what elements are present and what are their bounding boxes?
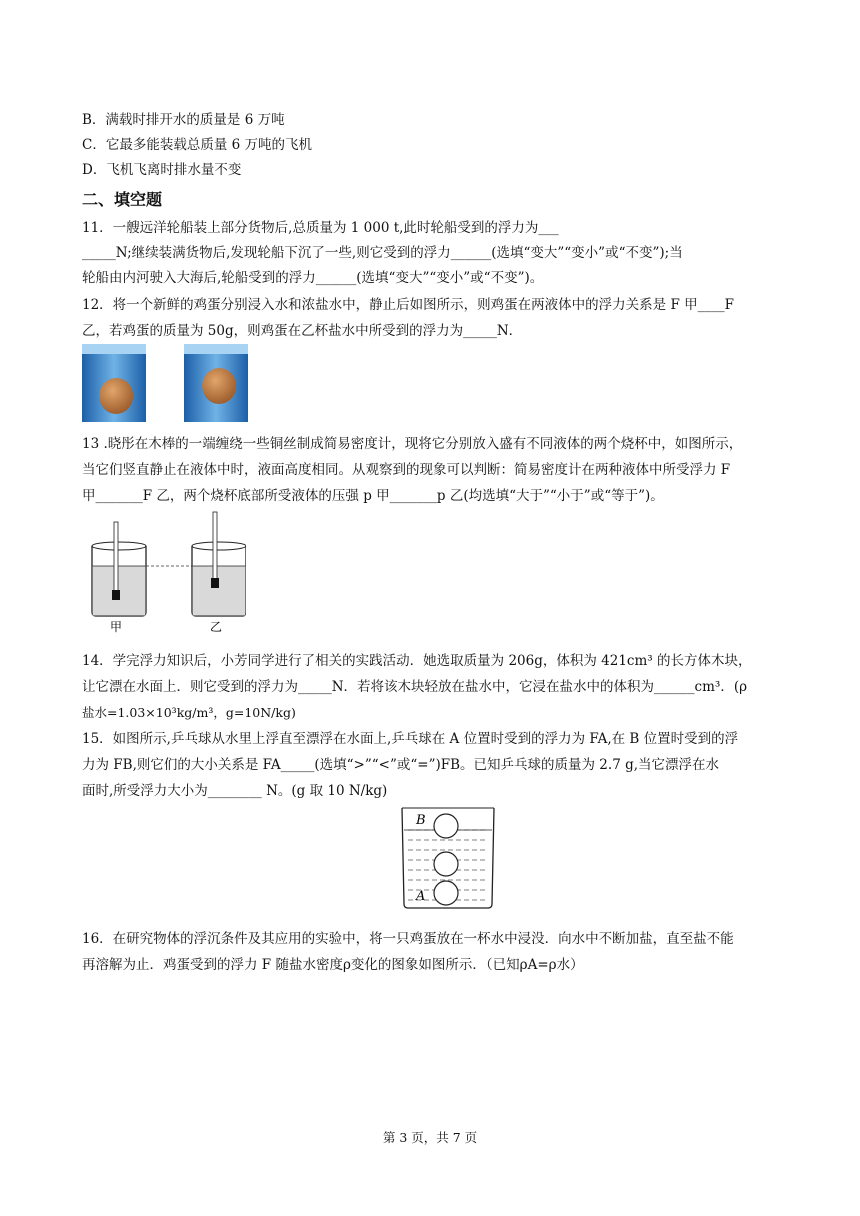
option-b: B．满载时排开水的质量是 6 万吨	[82, 112, 285, 128]
q14-line2: 让它漂在水面上．则它受到的浮力为_____N．若将该木块轻放在盐水中，它浸在盐水中的体积为______cm³．(ρ	[82, 679, 748, 695]
q11-line1: 11．一艘远洋轮船装上部分货物后,总质量为 1 000 t,此时轮船受到的浮力为___	[82, 220, 559, 236]
page-footer: 第 3 页，共 7 页	[382, 1130, 478, 1145]
q15-line3: 面时,所受浮力大小为________ N。(g 取 10 N/kg)	[82, 783, 388, 799]
ball-position-a	[434, 881, 458, 905]
q13-line3: 甲_______F 乙，两个烧杯底部所受液体的压强 p 甲_______p 乙(均选填“大于”“小于”或“等于”)。	[82, 488, 664, 504]
ball-middle	[434, 852, 458, 876]
q16-line2: 再溶解为止．鸡蛋受到的浮力 F 随盐水密度ρ变化的图象如图所示．（已知ρA=ρ水）	[82, 957, 584, 973]
egg-floating	[202, 368, 236, 404]
q15-line2: 力为 FB,则它们的大小关系是 FA_____(选填“>”“<”或“=”)FB。已知乒乓球的质量为 2.7 g,当它漂浮在水	[82, 757, 720, 773]
q16-line1: 16．在研究物体的浮沉条件及其应用的实验中，将一只鸡蛋放在一杯水中浸没．向水中不断加盐，直至盐不能	[82, 931, 734, 947]
q14-line1: 14．学完浮力知识后，小芳同学进行了相关的实践活动．她选取质量为 206g，体积为 421cm³ 的长方体木块，	[82, 653, 752, 669]
q11-line3: 轮船由内河驶入大海后,轮船受到的浮力______(选填“变大”“变小”或“不变”)。	[82, 270, 544, 286]
hydrometer-figure	[86, 508, 246, 636]
q13-line1: 13 .晓彤在木棒的一端缠绕一些铜丝制成简易密度计，现将它分别放入盛有不同液体的两个烧杯中，如图所示，	[82, 436, 743, 452]
option-c: C．它最多能装载总质量 6 万吨的飞机	[82, 137, 313, 153]
ball-position-b	[434, 814, 458, 838]
section-title: 二、填空题	[82, 190, 163, 209]
option-d: D．飞机飞离时排水量不变	[82, 162, 242, 178]
q14-line3: 盐水=1.03×10³kg/m³，g=10N/kg)	[82, 705, 296, 720]
label-a: A	[416, 889, 426, 904]
pingpong-figure	[400, 804, 500, 910]
hydrometer-stick-jia	[114, 522, 118, 594]
label-b: B	[416, 813, 426, 828]
q11-line2: _____N;继续装满货物后,发现轮船下沉了一些,则它受到的浮力______(选填“变大”“变小”或“不变”);当	[82, 245, 683, 261]
q12-line1: 12．将一个新鲜的鸡蛋分别浸入水和浓盐水中，静止后如图所示，则鸡蛋在两液体中的浮力关系是 F 甲____F	[82, 297, 734, 313]
egg-sunk	[99, 378, 133, 414]
q13-line2: 当它们竖直静止在液体中时，液面高度相同。从观察到的现象可以判断：简易密度计在两种液体中所受浮力 F	[82, 462, 731, 478]
hydrometer-stick-yi	[213, 512, 217, 580]
egg-beakers-figure	[82, 344, 248, 422]
q12-line2: 乙，若鸡蛋的质量为 50g，则鸡蛋在乙杯盐水中所受到的浮力为_____N．	[82, 323, 523, 339]
q15-line1: 15．如图所示,乒乓球从水里上浮直至漂浮在水面上,乒乓球在 A 位置时受到的浮力为 FA,在 B 位置时受到的浮	[82, 731, 739, 747]
label-jia: 甲	[110, 620, 123, 634]
label-yi: 乙	[210, 620, 223, 634]
